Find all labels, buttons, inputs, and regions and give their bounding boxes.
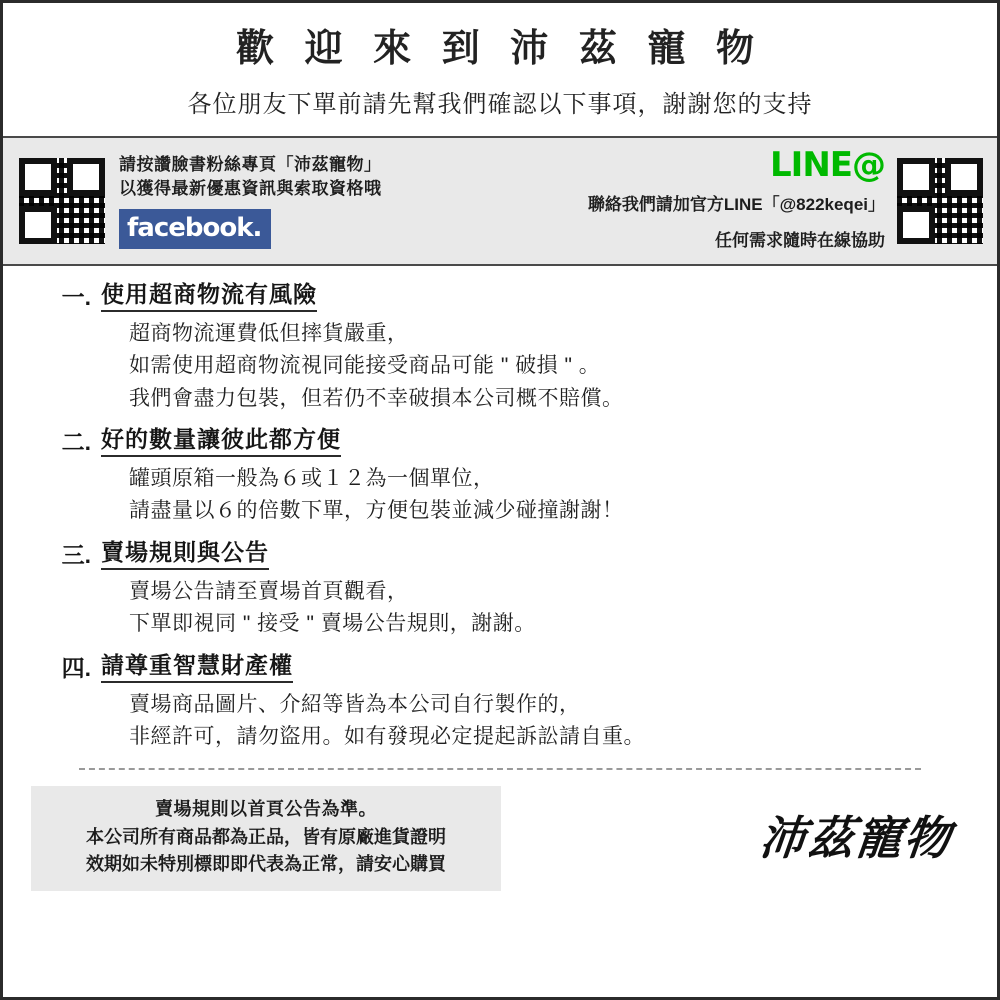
rule-body-line: 賣場商品圖片、介紹等皆為本公司自行製作的， [129,692,581,716]
page-subtitle: 各位朋友下單前請先幫我們確認以下事項，謝謝您的支持 [187,90,813,118]
line-logo[interactable]: LINE@ [770,145,885,186]
page-header [3,3,997,138]
footer-note [31,786,501,892]
rule-body-line: 請盡量以６的倍數下單，方便包裝並減少碰撞謝謝！ [129,499,624,523]
rule-heading [29,280,971,312]
line-qr-code[interactable] [897,158,983,244]
rule-body-line: 如需使用超商物流視同能接受商品可能 " 破損 " 。 [129,354,601,378]
rule-body [129,576,971,641]
rule-body-line: 賣場公告請至賣場首頁觀看， [129,579,409,603]
rule-item [29,538,971,641]
rule-body-line: 超商物流運費低但摔貨嚴重， [129,321,409,345]
qr-finder-bottom-left [897,206,935,244]
rule-heading [29,425,971,457]
rule-number: 三. [61,542,91,569]
brand-logo: 沛茲寵物 [757,812,955,864]
rule-heading [29,651,971,683]
rule-item [29,425,971,528]
rule-item [29,651,971,754]
footer-note-line-3: 效期如未特別標即即代表為正常，請安心購買 [86,854,446,875]
facebook-qr-code[interactable] [19,158,105,244]
rule-body [129,463,971,528]
line-info [382,145,898,253]
page-footer [3,770,997,892]
rule-body-line: 下單即視同 " 接受 " 賣場公告規則，謝謝。 [129,612,536,636]
rule-number: 四. [61,654,91,681]
rule-body [129,318,971,416]
rule-title: 賣場規則與公告 [101,538,269,570]
rule-item [29,280,971,415]
footer-note-line-2: 本公司所有商品都為正品，皆有原廠進貨證明 [86,826,446,847]
rule-number: 二. [61,429,91,456]
rule-body-line: 罐頭原箱一般為６或１２為一個單位， [129,466,495,490]
facebook-logo-text: facebook [127,212,253,243]
line-text-2: 任何需求隨時在線協助 [715,230,885,250]
rule-number: 一. [61,283,91,310]
rules-list [3,266,997,754]
line-text-1: 聯絡我們請加官方LINE「@822keqei」 [587,195,885,215]
rule-heading [29,538,971,570]
facebook-logo[interactable] [119,209,271,249]
facebook-logo-dot: . [252,212,262,243]
rule-body-line: 非經許可，請勿盜用。如有發現必定提起訴訟請自重。 [129,725,645,749]
page-title: 歡 迎 來 到 沛 茲 寵 物 [236,28,764,70]
rule-title: 使用超商物流有風險 [101,280,317,312]
facebook-line-1: 請按讚臉書粉絲專頁「沛茲寵物」 [119,154,382,174]
facebook-info [119,153,382,249]
rule-title: 好的數量讓彼此都方便 [101,425,341,457]
rule-title: 請尊重智慧財產權 [101,651,293,683]
facebook-line-2: 以獲得最新優惠資訊與索取資格哦 [119,179,382,199]
rule-body [129,689,971,754]
social-band [3,138,997,266]
footer-note-line-1: 賣場規則以首頁公告為準。 [155,798,377,819]
qr-finder-bottom-left [19,206,57,244]
rule-body-line: 我們會盡力包裝，但若仍不幸破損本公司概不賠償。 [129,386,624,410]
